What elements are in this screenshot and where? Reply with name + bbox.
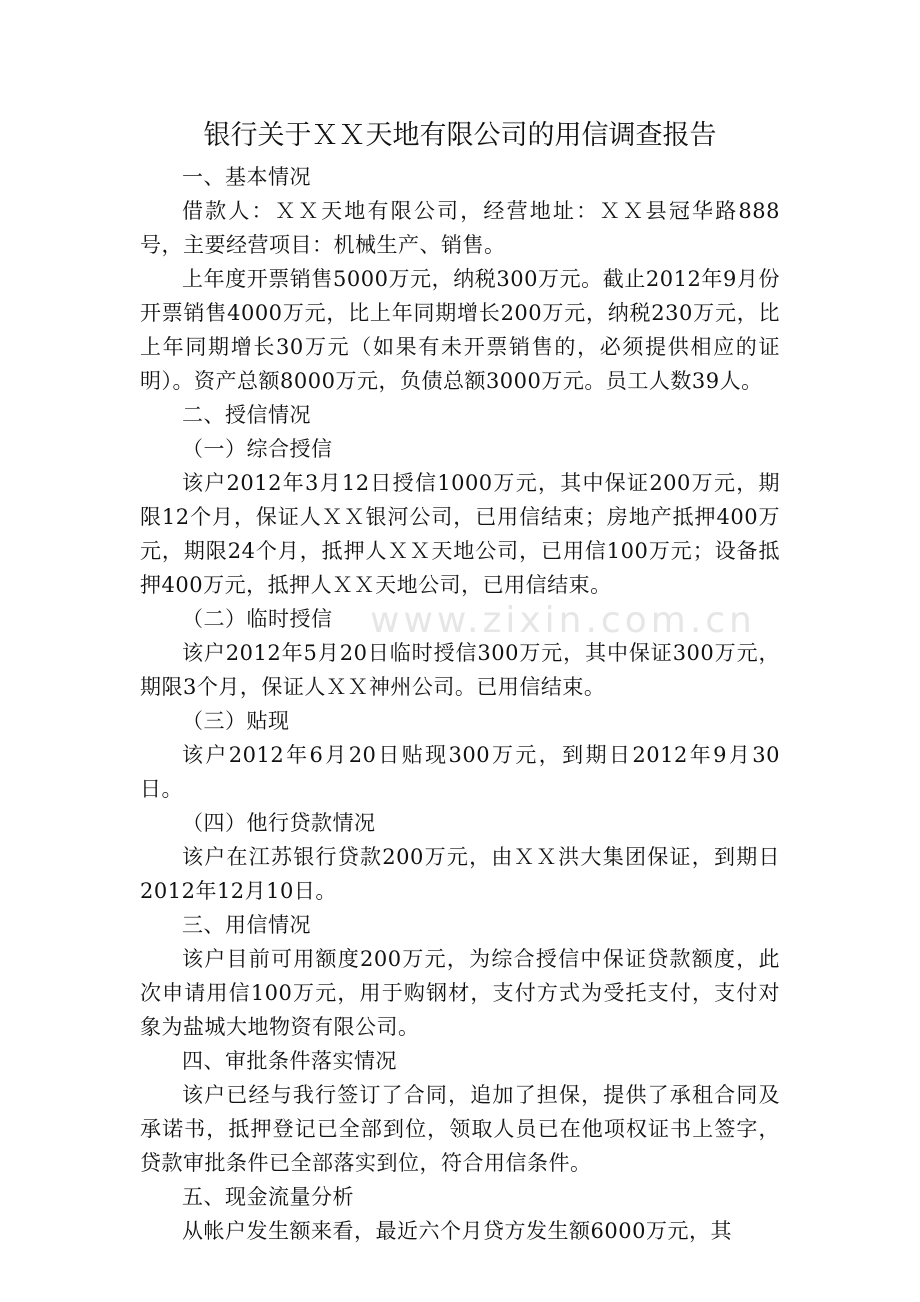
paragraph-borrower: 借款人：ＸＸ天地有限公司，经营地址：ＸＸ县冠华路888号，主要经营项目：机械生产、销售。 — [140, 199, 780, 257]
paragraph-discount: 该户2012年6月20日贴现300万元，到期日2012年9月30日。 — [140, 743, 780, 801]
paragraph-comprehensive-credit: 该户2012年3月12日授信1000万元，其中保证200万元，期限12个月，保证人ＸＸ银河公司，已用信结束；房地产抵押400万元，期限24个月，抵押人ＸＸ天地公司，已用信100万元；设备抵押400万元，抵押人ＸＸ天地公司，已用信结束。 — [140, 471, 780, 597]
subheading-discount: （三）贴现 — [182, 709, 290, 733]
paragraph-credit-usage: 该户目前可用额度200万元，为综合授信中保证贷款额度，此次申请用信100万元，用于购钢材，支付方式为受托支付，支付对象为盐城大地物资有限公司。 — [140, 947, 780, 1039]
document-title: 银行关于ＸＸ天地有限公司的用信调查报告 — [203, 120, 717, 151]
subheading-comprehensive-credit: （一）综合授信 — [182, 437, 333, 461]
subheading-other-bank-loans: （四）他行贷款情况 — [182, 811, 376, 835]
watermark: www.zixin.com.cn — [370, 600, 756, 641]
section-heading-cash-flow: 五、现金流量分析 — [182, 1185, 354, 1209]
paragraph-other-bank-loans: 该户在江苏银行贷款200万元，由ＸＸ洪大集团保证，到期日2012年12月10日。 — [140, 845, 780, 903]
paragraph-sales: 上年度开票销售5000万元，纳税300万元。截止2012年9月份开票销售4000万元，比上年同期增长200万元，纳税230万元，比上年同期增长30万元（如果有未开票销售的，必须提供相应的证明）。资产总额8000万元，负债总额3000万元。员工人数39人。 — [140, 267, 780, 393]
section-heading-credit-usage: 三、用信情况 — [182, 913, 311, 937]
section-heading-credit: 二、授信情况 — [182, 403, 311, 427]
subheading-temporary-credit: （二）临时授信 — [182, 607, 333, 631]
section-heading-basic-info: 一、基本情况 — [182, 165, 311, 189]
paragraph-approval-conditions: 该户已经与我行签订了合同，追加了担保，提供了承租合同及承诺书，抵押登记已全部到位，领取人员已在他项权证书上签字，贷款审批条件已全部落实到位，符合用信条件。 — [140, 1083, 780, 1175]
document-body — [140, 160, 780, 1248]
paragraph-cash-flow: 从帐户发生额来看，最近六个月贷方发生额6000万元，其 — [182, 1219, 732, 1243]
paragraph-temporary-credit: 该户2012年5月20日临时授信300万元，其中保证300万元，期限3个月，保证人ＸＸ神州公司。已用信结束。 — [140, 641, 780, 699]
section-heading-approval-conditions: 四、审批条件落实情况 — [182, 1049, 397, 1073]
